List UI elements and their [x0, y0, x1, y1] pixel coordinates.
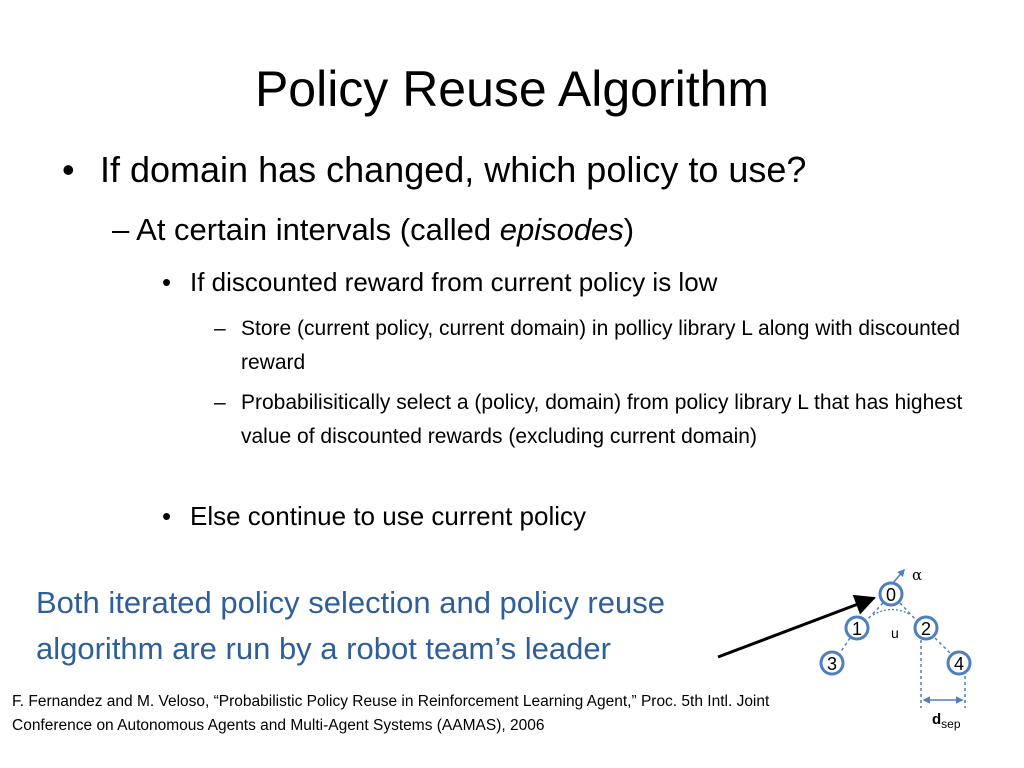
bullet-text-before: At certain intervals (called	[136, 212, 500, 247]
bullet-marker: •	[62, 149, 75, 190]
heading-arrow	[893, 570, 904, 583]
edge-2-4	[935, 638, 950, 653]
reference-citation: F. Fernandez and M. Veloso, “Probabilistic Policy Reuse in Reinforcement Learning Agent,” Proc. 5th Intl. Joint Conference on Autonomous Agents and Multi-Agent Systems (AAMAS), 2006	[12, 693, 770, 734]
edge-0-1	[866, 603, 883, 621]
bullet-text: Else continue to use current policy	[190, 501, 586, 531]
node-label: 2	[920, 619, 932, 639]
u-label: u	[891, 625, 899, 641]
bullet-text-after: )	[623, 212, 635, 247]
bullet-text: Probabilisitically select a (policy, domain) from policy library L that has highest value of discounted rewards (excluding current domain)	[241, 391, 963, 448]
bullet-text: Store (current policy, current domain) in pollicy library L along with discounted reward	[241, 317, 960, 374]
bullet-marker: •	[162, 501, 172, 531]
robot-node-2	[915, 617, 937, 639]
robot-node-1	[846, 617, 868, 639]
robot-node-4	[948, 652, 970, 674]
robot-node-0	[880, 583, 902, 605]
node-label: 1	[851, 619, 863, 639]
dsep-main: d	[932, 711, 942, 728]
robot-node-3	[821, 652, 843, 674]
angle-arc	[873, 610, 911, 616]
bullet-text: If discounted reward from current policy is low	[190, 267, 718, 297]
bullet-marker: •	[162, 267, 172, 297]
bullet-text: If domain has changed, which policy to use?	[100, 149, 807, 190]
dash-marker: –	[214, 391, 226, 414]
dash-marker: –	[214, 317, 226, 340]
callout-text: Both iterated policy selection and policy reuse algorithm are run by a robot team’s leader	[36, 585, 665, 666]
dash-marker: –	[112, 212, 130, 247]
dsep-subscript: sep	[941, 717, 961, 731]
node-label: 3	[826, 654, 838, 674]
node-label: 0	[885, 585, 897, 605]
slide-title: Policy Reuse Algorithm	[254, 61, 770, 117]
bullet-text-emphasis: episodes	[499, 212, 624, 247]
dsep-label	[932, 711, 961, 731]
node-label: 4	[953, 654, 965, 674]
edge-0-2	[900, 603, 917, 621]
alpha-label: α	[912, 566, 923, 584]
edge-1-3	[840, 638, 850, 653]
